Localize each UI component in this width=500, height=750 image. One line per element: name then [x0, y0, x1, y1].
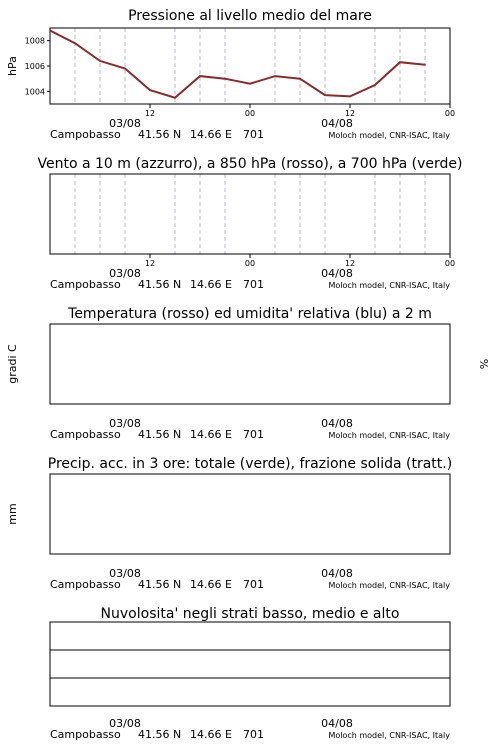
station-elev: 701	[243, 128, 264, 141]
pressure-point	[174, 97, 176, 99]
x-tick-label: 00	[244, 259, 256, 268]
pressure-point	[74, 42, 76, 44]
date-label-2: 04/08	[321, 417, 353, 430]
wind-title: Vento a 10 m (azzurro), a 850 hPa (rosso), a 700 hPa (verde)	[37, 156, 463, 172]
station-lon: 14.66 E	[190, 428, 232, 441]
pressure-point	[49, 30, 51, 32]
y-tick-label: 1004	[24, 87, 45, 97]
model-credit: Moloch model, CNR-ISAC, Italy	[328, 131, 450, 140]
precipitation-title: Precip. acc. in 3 ore: totale (verde), frazione solida (tratt.)	[47, 456, 453, 472]
humidity-ylabel: %	[478, 358, 491, 370]
model-credit: Moloch model, CNR-ISAC, Italy	[328, 581, 450, 590]
station-lat: 41.56 N	[138, 278, 182, 291]
station-line	[50, 128, 450, 141]
station-elev: 701	[243, 728, 264, 741]
station-elev: 701	[243, 578, 264, 591]
temperature-title: Temperatura (rosso) ed umidita' relativa (blu) a 2 m	[68, 306, 432, 322]
station-lon: 14.66 E	[190, 728, 232, 741]
temperature-panel	[6, 306, 491, 441]
pressure-point	[424, 64, 426, 66]
station-name: Campobasso	[50, 578, 121, 591]
pressure-point	[299, 78, 301, 80]
station-lon: 14.66 E	[190, 278, 232, 291]
station-line	[50, 428, 450, 441]
pressure-point	[99, 60, 101, 62]
station-elev: 701	[243, 278, 264, 291]
pressure-point	[399, 61, 401, 63]
station-lon: 14.66 E	[190, 578, 232, 591]
pressure-point	[349, 96, 351, 98]
x-tick-label: 12	[344, 259, 356, 268]
x-tick-label: 00	[444, 259, 456, 268]
pressure-title: Pressione al livello medio del mare	[128, 8, 372, 24]
pressure-panel	[6, 8, 455, 141]
pressure-point	[249, 83, 251, 85]
pressure-point	[199, 75, 201, 77]
station-elev: 701	[243, 428, 264, 441]
cloud-panel	[50, 606, 450, 741]
cloud-title: Nuvolosita' negli strati basso, medio e alto	[100, 606, 400, 622]
x-tick-label: 00	[444, 109, 456, 118]
pressure-point	[324, 94, 326, 96]
model-credit: Moloch model, CNR-ISAC, Italy	[328, 431, 450, 440]
pressure-ylabel: hPa	[6, 56, 19, 76]
date-label-1: 03/08	[109, 117, 141, 130]
pressure-point	[124, 68, 126, 70]
date-label-1: 03/08	[109, 417, 141, 430]
date-label-2: 04/08	[321, 717, 353, 730]
pressure-frame	[50, 28, 450, 104]
station-lat: 41.56 N	[138, 128, 182, 141]
date-label-2: 04/08	[321, 117, 353, 130]
pressure-line	[50, 31, 425, 98]
temperature-frame	[50, 324, 450, 404]
station-line	[50, 578, 450, 591]
wind-frame	[50, 174, 450, 254]
date-label-2: 04/08	[321, 567, 353, 580]
precipitation-frame	[50, 474, 450, 554]
y-tick-label: 1006	[24, 62, 45, 71]
pressure-point	[224, 78, 226, 80]
precipitation-panel	[6, 456, 452, 591]
station-lat: 41.56 N	[138, 578, 182, 591]
station-lat: 41.56 N	[138, 428, 182, 441]
pressure-point	[274, 75, 276, 77]
x-tick-label: 12	[344, 109, 356, 118]
station-lon: 14.66 E	[190, 128, 232, 141]
station-name: Campobasso	[50, 728, 121, 741]
date-label-1: 03/08	[109, 267, 141, 280]
x-tick-label: 00	[244, 109, 256, 118]
date-label-1: 03/08	[109, 567, 141, 580]
model-credit: Moloch model, CNR-ISAC, Italy	[328, 731, 450, 740]
x-tick-label: 12	[144, 259, 156, 268]
x-tick-label: 12	[144, 109, 156, 118]
cloud-frame	[50, 622, 450, 706]
station-line	[50, 728, 450, 741]
date-label-2: 04/08	[321, 267, 353, 280]
station-name: Campobasso	[50, 128, 121, 141]
station-name: Campobasso	[50, 278, 121, 291]
station-name: Campobasso	[50, 428, 121, 441]
station-line	[50, 278, 450, 291]
station-lat: 41.56 N	[138, 728, 182, 741]
y-tick-label: 1008	[24, 36, 45, 46]
precipitation-ylabel: mm	[6, 503, 19, 525]
date-label-1: 03/08	[109, 717, 141, 730]
model-credit: Moloch model, CNR-ISAC, Italy	[328, 281, 450, 290]
wind-panel	[37, 156, 462, 291]
pressure-point	[374, 84, 376, 86]
pressure-point	[149, 89, 151, 91]
temperature-ylabel: gradi C	[6, 344, 19, 384]
